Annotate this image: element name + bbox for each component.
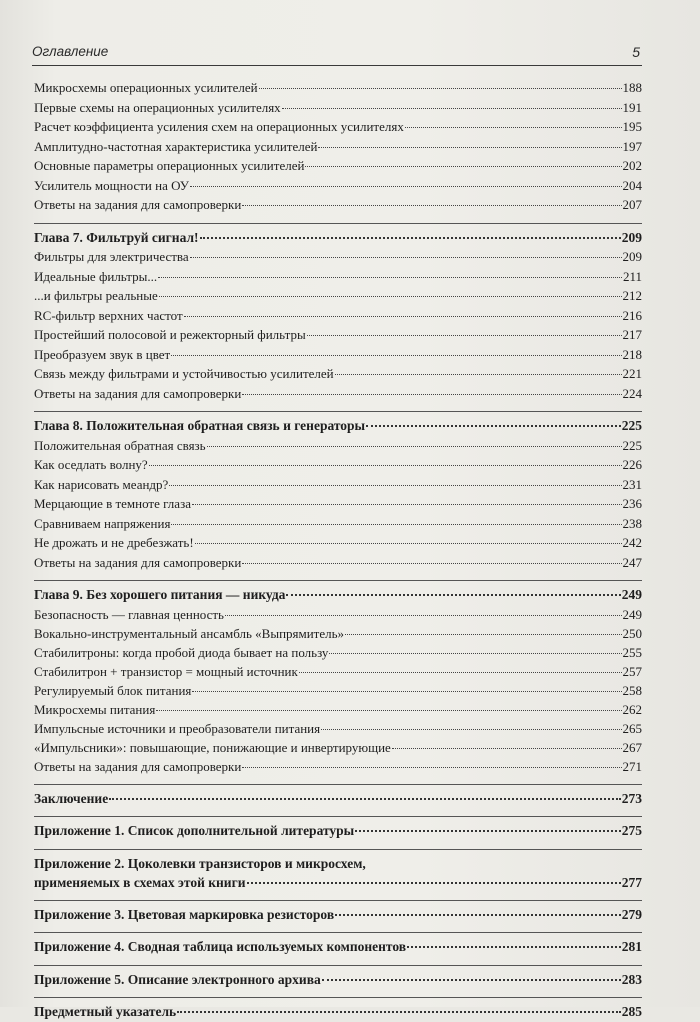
entry-title: Приложение 3. Цветовая маркировка резисторов bbox=[34, 906, 335, 922]
toc-entry[interactable] bbox=[34, 78, 642, 98]
entry-page: 275 bbox=[621, 823, 642, 838]
toc-entry[interactable] bbox=[34, 286, 642, 306]
leader-dots bbox=[149, 464, 622, 466]
entry-page: 197 bbox=[622, 138, 642, 154]
entry-title: Сравниваем напряжения bbox=[34, 515, 171, 531]
entry-title: Основные параметры операционных усилителей bbox=[34, 158, 305, 173]
leader-dots bbox=[192, 690, 621, 692]
toc-entry[interactable] bbox=[34, 681, 642, 700]
entry-page: 262 bbox=[622, 701, 642, 717]
leader-dots bbox=[366, 424, 621, 427]
entry-page: 231 bbox=[622, 476, 642, 492]
entry-title: Стабилитрон + транзистор = мощный источник bbox=[34, 663, 298, 679]
entry-title: Безопасность — главная ценность bbox=[34, 606, 224, 622]
entry-page: 209 bbox=[622, 249, 642, 264]
toc-entry[interactable] bbox=[34, 605, 642, 624]
toc-entry-appendix-3[interactable] bbox=[34, 905, 642, 925]
leader-dots bbox=[171, 523, 621, 525]
toc-section-chapter-8 bbox=[34, 416, 642, 572]
entry-page: 224 bbox=[622, 385, 642, 401]
section-divider bbox=[34, 900, 642, 901]
leader-dots bbox=[335, 913, 621, 916]
chapter-title: Глава 7. Фильтруй сигнал! bbox=[34, 229, 199, 245]
toc-entry[interactable] bbox=[34, 325, 642, 345]
toc-entry[interactable] bbox=[34, 643, 642, 662]
toc-entry[interactable] bbox=[34, 306, 642, 326]
toc-entry[interactable] bbox=[34, 624, 642, 643]
toc-entry[interactable] bbox=[34, 247, 642, 267]
chapter-page: 249 bbox=[621, 587, 642, 602]
leader-dots bbox=[184, 315, 622, 317]
entry-title: Не дрожать и не дребезжать! bbox=[34, 535, 194, 550]
toc-entry[interactable] bbox=[34, 757, 642, 776]
section-divider bbox=[34, 223, 642, 224]
toc-entry-index[interactable] bbox=[34, 1002, 642, 1022]
leader-dots bbox=[247, 881, 621, 884]
leader-dots bbox=[242, 562, 621, 564]
toc-entry-conclusion[interactable] bbox=[34, 789, 642, 809]
entry-page: 211 bbox=[622, 268, 642, 284]
chapter-page: 209 bbox=[621, 229, 642, 245]
toc-entry[interactable] bbox=[34, 719, 642, 738]
leader-dots bbox=[225, 614, 622, 616]
section-divider bbox=[34, 849, 642, 850]
entry-title: Импульсные источники и преобразователи питания bbox=[34, 720, 321, 736]
toc-section-chapter-9 bbox=[34, 585, 642, 776]
entry-page: 217 bbox=[622, 327, 642, 342]
entry-page: 271 bbox=[622, 758, 642, 774]
toc-section-continued bbox=[34, 78, 642, 215]
entry-page: 226 bbox=[622, 457, 642, 472]
section-divider bbox=[34, 411, 642, 412]
leader-dots bbox=[242, 766, 621, 768]
toc-section-chapter-7 bbox=[34, 228, 642, 404]
entry-title: применяемых в схемах этой книги bbox=[34, 874, 246, 890]
entry-page: 249 bbox=[622, 606, 642, 622]
toc-entry[interactable] bbox=[34, 176, 642, 196]
entry-page: 236 bbox=[622, 496, 642, 511]
section-divider bbox=[34, 965, 642, 966]
toc-entry[interactable] bbox=[34, 553, 642, 573]
chapter-heading[interactable] bbox=[34, 585, 642, 605]
toc-entry[interactable] bbox=[34, 384, 642, 404]
leader-dots bbox=[177, 1010, 621, 1013]
toc-entry[interactable] bbox=[34, 156, 642, 176]
leader-dots bbox=[307, 334, 622, 336]
toc-entry[interactable] bbox=[34, 364, 642, 384]
entry-title: Как оседлать волну? bbox=[34, 457, 148, 472]
entry-title: Фильтры для электричества bbox=[34, 249, 189, 264]
entry-title: Как нарисовать меандр? bbox=[34, 476, 169, 492]
entry-title: Ответы на задания для самопроверки bbox=[34, 197, 242, 212]
entry-title: Приложение 1. Список дополнительной литературы bbox=[34, 823, 355, 838]
entry-title: Преобразуем звук в цвет bbox=[34, 346, 171, 362]
leader-dots bbox=[171, 354, 621, 356]
entry-page: 191 bbox=[622, 99, 642, 115]
entry-title: Ответы на задания для самопроверки bbox=[34, 758, 242, 774]
entry-page: 247 bbox=[622, 554, 642, 570]
section-divider bbox=[34, 580, 642, 581]
entry-page: 218 bbox=[622, 346, 642, 362]
entry-title: RC-фильтр верхних частот bbox=[34, 307, 183, 323]
toc-entry[interactable] bbox=[34, 137, 642, 157]
leader-dots bbox=[200, 236, 621, 239]
leader-dots bbox=[242, 393, 621, 395]
chapter-page: 225 bbox=[621, 418, 642, 433]
leader-dots bbox=[321, 728, 621, 730]
leader-dots bbox=[195, 542, 622, 544]
running-header bbox=[32, 44, 640, 64]
page-number: 5 bbox=[632, 44, 640, 60]
entry-title: Стабилитроны: когда пробой диода бывает на пользу bbox=[34, 644, 329, 660]
entry-title: Ответы на задания для самопроверки bbox=[34, 554, 242, 570]
section-divider bbox=[34, 997, 642, 998]
entry-title: Приложение 2. Цоколевки транзисторов и микросхем, bbox=[34, 855, 366, 871]
table-of-contents bbox=[34, 78, 642, 1022]
entry-page: 283 bbox=[621, 971, 642, 987]
entry-title: Первые схемы на операционных усилителях bbox=[34, 99, 281, 115]
toc-entry[interactable] bbox=[34, 494, 642, 514]
toc-entry[interactable] bbox=[34, 345, 642, 365]
running-header-title: Оглавление bbox=[32, 44, 109, 59]
toc-back-matter bbox=[34, 789, 642, 1022]
entry-page: 255 bbox=[622, 644, 642, 660]
toc-entry-appendix-1[interactable] bbox=[34, 821, 642, 841]
leader-dots bbox=[335, 373, 622, 375]
leader-dots bbox=[156, 709, 621, 711]
chapter-heading[interactable] bbox=[34, 228, 642, 248]
entry-page: 207 bbox=[622, 197, 642, 212]
toc-entry-appendix-2-line-1[interactable] bbox=[34, 854, 642, 873]
leader-dots bbox=[192, 503, 622, 505]
chapter-title: Глава 8. Положительная обратная связь и генераторы bbox=[34, 418, 366, 433]
leader-dots bbox=[190, 185, 622, 187]
toc-entry[interactable] bbox=[34, 475, 642, 495]
entry-title: Простейший полосовой и режекторный фильтры bbox=[34, 327, 306, 342]
leader-dots bbox=[329, 652, 621, 654]
entry-page: 216 bbox=[622, 307, 642, 323]
leader-dots bbox=[355, 829, 621, 832]
toc-entry-appendix-5[interactable] bbox=[34, 970, 642, 990]
entry-title: Заключение bbox=[34, 790, 109, 806]
leader-dots bbox=[299, 671, 622, 673]
entry-page: 212 bbox=[622, 288, 642, 303]
entry-title: ...и фильтры реальные bbox=[34, 288, 158, 303]
header-divider bbox=[32, 65, 642, 66]
entry-page: 250 bbox=[622, 625, 642, 641]
entry-title: «Импульсники»: повышающие, понижающие и инвертирующие bbox=[34, 739, 391, 755]
entry-page: 188 bbox=[622, 80, 642, 95]
chapter-title: Глава 9. Без хорошего питания — никуда bbox=[34, 587, 286, 602]
entry-page: 195 bbox=[622, 119, 642, 134]
section-divider bbox=[34, 784, 642, 785]
entry-title: Приложение 4. Сводная таблица используемых компонентов bbox=[34, 939, 407, 954]
entry-page: 202 bbox=[622, 158, 642, 173]
entry-title: Предметный указатель bbox=[34, 1004, 177, 1019]
entry-title: Регулируемый блок питания bbox=[34, 682, 192, 698]
leader-dots bbox=[159, 295, 622, 297]
entry-page: 279 bbox=[621, 906, 642, 922]
entry-title: Идеальные фильтры... bbox=[34, 268, 158, 284]
entry-page: 273 bbox=[621, 790, 642, 806]
leader-dots bbox=[286, 593, 620, 596]
entry-title: Микросхемы питания bbox=[34, 701, 156, 717]
entry-title: Мерцающие в темноте глаза bbox=[34, 496, 191, 511]
leader-dots bbox=[322, 978, 621, 981]
toc-entry[interactable] bbox=[34, 700, 642, 719]
toc-entry-appendix-4[interactable] bbox=[34, 937, 642, 957]
toc-entry[interactable] bbox=[34, 117, 642, 137]
toc-entry[interactable] bbox=[34, 738, 642, 757]
entry-title: Положительная обратная связь bbox=[34, 437, 206, 453]
leader-dots bbox=[169, 484, 621, 486]
entry-title: Ответы на задания для самопроверки bbox=[34, 385, 242, 401]
entry-page: 285 bbox=[621, 1004, 642, 1019]
leader-dots bbox=[305, 165, 621, 167]
toc-entry-appendix-2[interactable] bbox=[34, 873, 642, 892]
leader-dots bbox=[207, 445, 622, 447]
leader-dots bbox=[259, 87, 622, 89]
section-divider bbox=[34, 932, 642, 933]
leader-dots bbox=[318, 146, 621, 148]
toc-entry[interactable] bbox=[34, 533, 642, 553]
leader-dots bbox=[109, 797, 621, 800]
leader-dots bbox=[345, 633, 621, 635]
entry-title: Усилитель мощности на ОУ bbox=[34, 177, 189, 193]
toc-entry[interactable] bbox=[34, 195, 642, 215]
entry-page: 221 bbox=[622, 366, 642, 381]
entry-title: Вокально-инструментальный ансамбль «Выпрямитель» bbox=[34, 625, 345, 641]
leader-dots bbox=[190, 256, 622, 258]
entry-title: Амплитудно-частотная характеристика усилителей bbox=[34, 138, 318, 154]
entry-page: 267 bbox=[622, 739, 642, 755]
entry-page: 225 bbox=[622, 437, 642, 453]
leader-dots bbox=[405, 126, 622, 128]
entry-page: 277 bbox=[621, 874, 642, 890]
leader-dots bbox=[158, 276, 622, 278]
entry-title: Расчет коэффициента усиления схем на операционных усилителях bbox=[34, 119, 404, 134]
leader-dots bbox=[242, 204, 621, 206]
leader-dots bbox=[282, 107, 622, 109]
entry-page: 265 bbox=[622, 720, 642, 736]
entry-title: Приложение 5. Описание электронного архива bbox=[34, 971, 321, 987]
leader-dots bbox=[407, 945, 621, 948]
entry-page: 238 bbox=[622, 515, 642, 531]
entry-page: 257 bbox=[622, 663, 642, 679]
entry-page: 258 bbox=[622, 682, 642, 698]
toc-entry[interactable] bbox=[34, 514, 642, 534]
leader-dots bbox=[392, 747, 622, 749]
entry-page: 242 bbox=[622, 535, 642, 550]
toc-entry[interactable] bbox=[34, 455, 642, 475]
entry-title: Связь между фильтрами и устойчивостью усилителей bbox=[34, 366, 334, 381]
entry-title: Микросхемы операционных усилителей bbox=[34, 80, 258, 95]
toc-entry[interactable] bbox=[34, 98, 642, 118]
toc-entry[interactable] bbox=[34, 267, 642, 287]
section-divider bbox=[34, 816, 642, 817]
entry-page: 281 bbox=[621, 939, 642, 954]
entry-page: 204 bbox=[622, 177, 642, 193]
toc-entry[interactable] bbox=[34, 436, 642, 456]
chapter-heading[interactable] bbox=[34, 416, 642, 436]
toc-entry[interactable] bbox=[34, 662, 642, 681]
